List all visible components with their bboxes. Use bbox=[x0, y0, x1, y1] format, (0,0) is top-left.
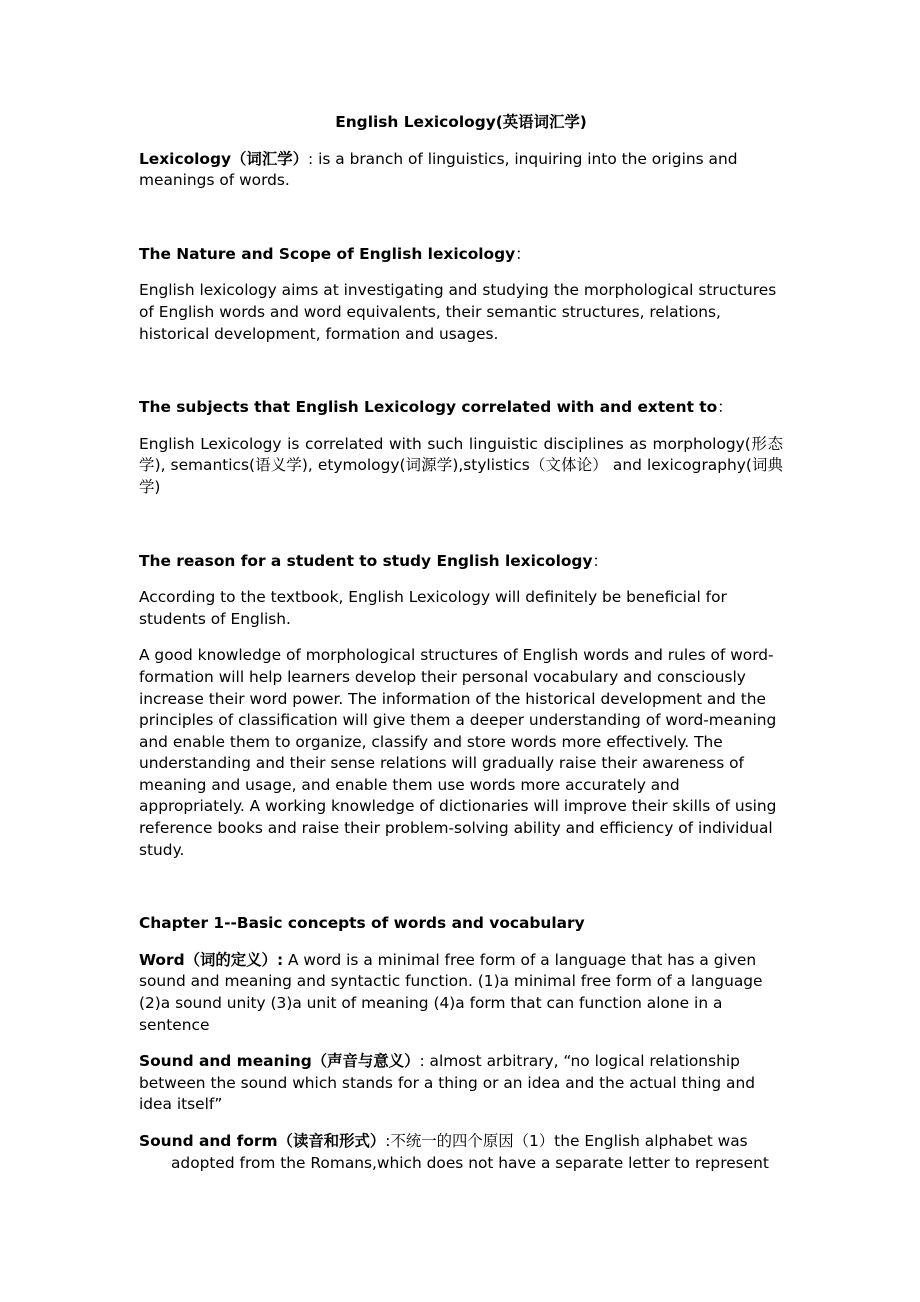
word-body: A word is a minimal free form of a language that has a given sound and meaning and syntactic function. (1)a minimal free form of a language (2)a sound unity (3)a unit of meaning (4)a form that can function alone in a sentence bbox=[139, 950, 763, 1034]
sound-meaning-definition bbox=[139, 1051, 783, 1116]
subjects-heading: The subjects that English Lexicology correlated with and extent to bbox=[139, 398, 718, 417]
sound-form-term: Sound and form（读音和形式） bbox=[139, 1132, 386, 1150]
chapter-1-heading: Chapter 1--Basic concepts of words and vocabulary bbox=[139, 914, 585, 933]
document-title: English Lexicology(英语词汇学) bbox=[335, 113, 587, 131]
spacer bbox=[139, 514, 783, 551]
sound-form-definition bbox=[139, 1131, 783, 1174]
sound-meaning-body: : almost arbitrary, “no logical relationship between the sound which stands for a thing or an idea and the actual thing and idea itself” bbox=[139, 1052, 755, 1114]
sound-form-body: :不统一的四个原因（1）the English alphabet was adopted from the Romans,which does not have a separate letter to represent bbox=[171, 1132, 769, 1172]
word-definition bbox=[139, 950, 783, 1036]
nature-scope-heading: The Nature and Scope of English lexicology bbox=[139, 244, 516, 263]
reason-body-2: A good knowledge of morphological structures of English words and rules of word-formation will help learners develop their personal vocabulary and consciously increase their word power. The information of the historical development and the principles of classification will give them a deeper understanding of word-meaning and enable them to organize, classify and store words more effectively. The understanding and their sense relations will gradually raise their awareness of meaning and usage, and enable them use words more accurately and appropriately. A working knowledge of dictionaries will improve their skills of using reference books and raise their problem-solving ability and efficiency of individual study. bbox=[139, 646, 777, 859]
reason-heading: The reason for a student to study English lexicology bbox=[139, 551, 593, 570]
subjects-heading-line bbox=[139, 397, 783, 419]
sound-meaning-term: Sound and meaning（声音与意义） bbox=[139, 1052, 420, 1071]
word-term: Word（词的定义）: bbox=[139, 950, 284, 969]
reason-body-1: According to the textbook, English Lexicology will definitely be beneficial for students of English. bbox=[139, 588, 727, 628]
lexicology-definition-text: : is a branch of linguistics, inquiring into the origins and meanings of words. bbox=[139, 149, 738, 190]
reason-heading-line bbox=[139, 551, 783, 573]
spacer bbox=[139, 207, 783, 244]
document-page bbox=[139, 112, 783, 1189]
heading-colon: ： bbox=[717, 398, 733, 417]
heading-colon: ： bbox=[515, 244, 531, 263]
spacer bbox=[139, 876, 783, 913]
spacer bbox=[139, 360, 783, 397]
heading-colon: ： bbox=[592, 551, 608, 570]
subjects-body: English Lexicology is correlated with such linguistic disciplines as morphology(形态学), semantics(语义学), etymology(词源学),stylistics（文体论） and lexicography(词典学) bbox=[139, 434, 783, 496]
nature-scope-heading-line bbox=[139, 244, 783, 266]
lexicology-definition bbox=[139, 149, 783, 192]
lexicology-term: Lexicology（词汇学） bbox=[139, 149, 308, 168]
nature-scope-body: English lexicology aims at investigating and studying the morphological structures of English words and word equivalents, their semantic structures, relations, historical development, formation and usages. bbox=[139, 281, 777, 343]
